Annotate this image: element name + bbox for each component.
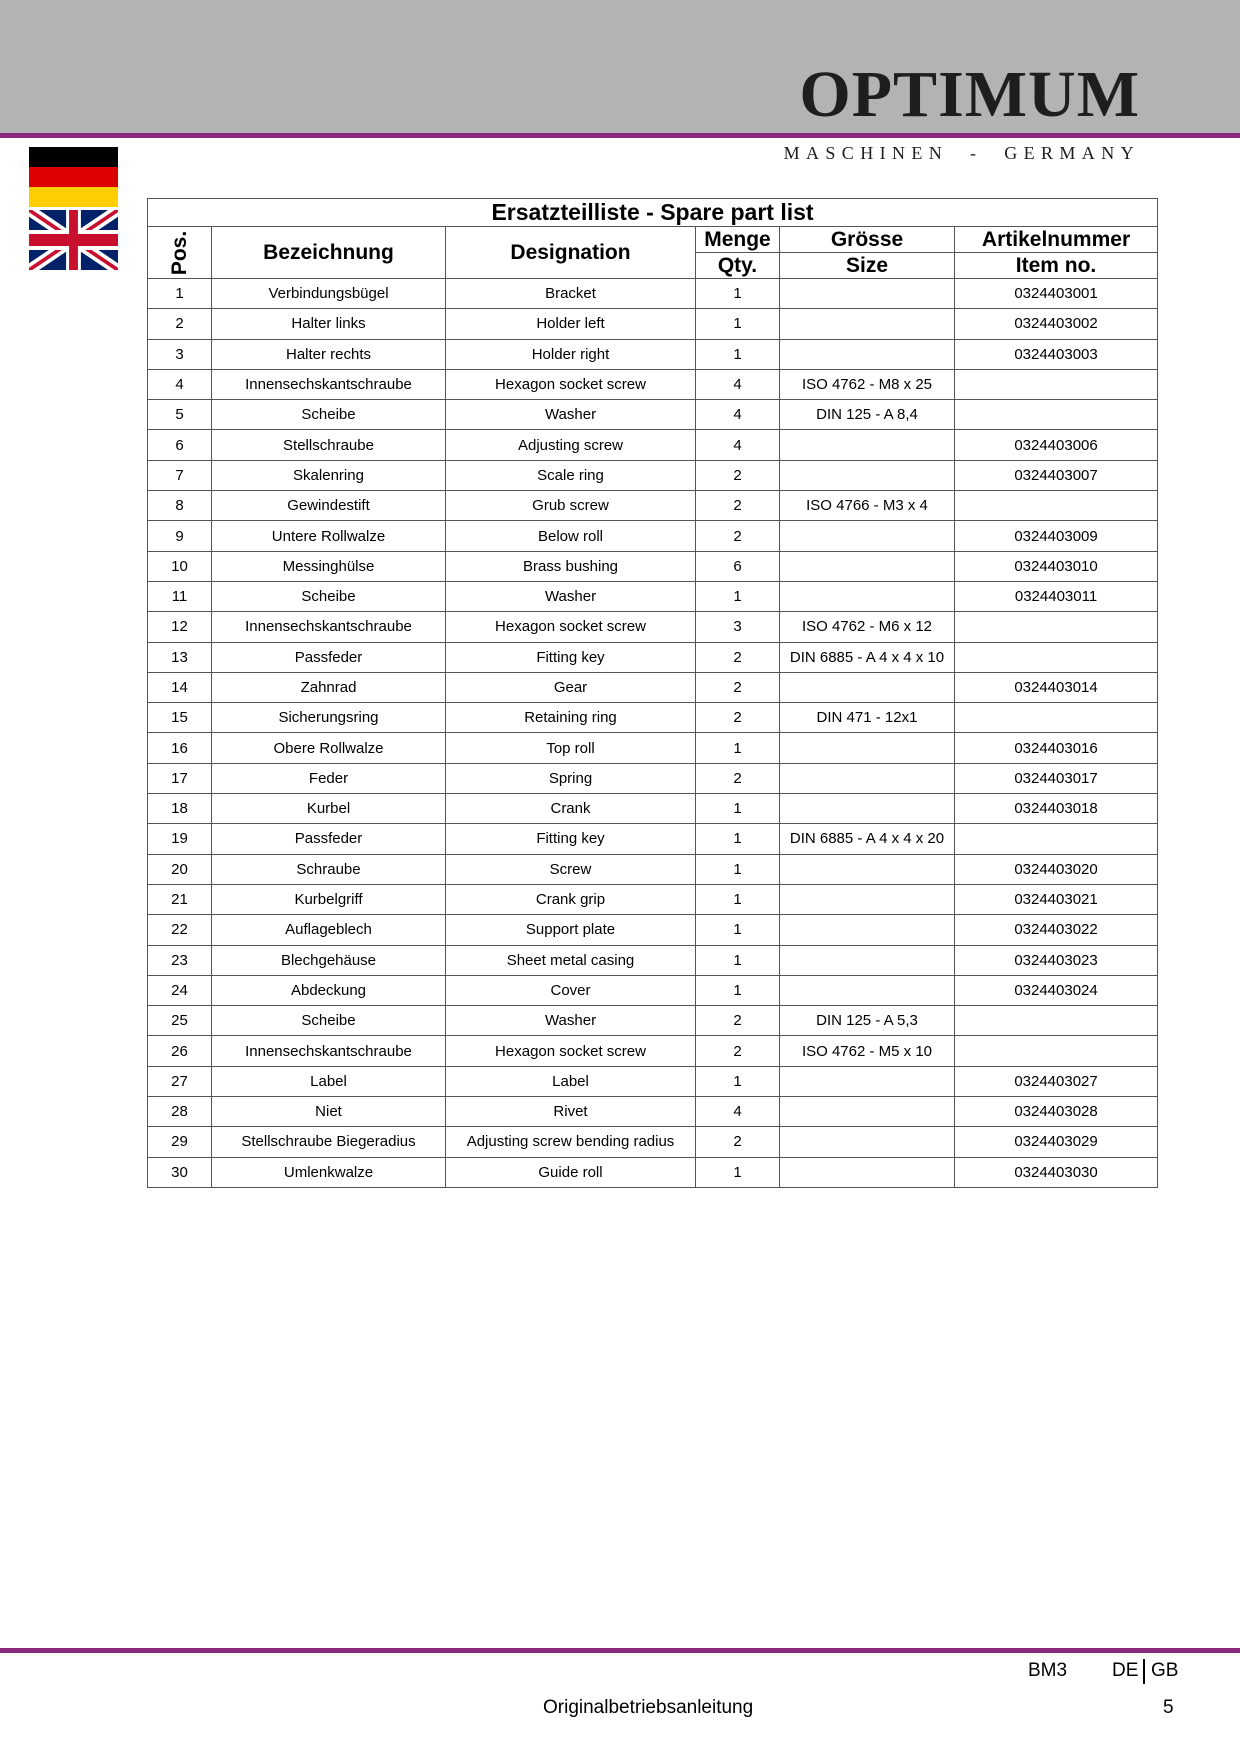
cell-bezeichnung: Scheibe	[212, 1006, 446, 1036]
table-row	[148, 945, 1158, 975]
cell-designation: Sheet metal casing	[446, 945, 696, 975]
cell-designation: Grub screw	[446, 491, 696, 521]
cell-pos: 1	[148, 279, 212, 309]
header-groesse: Grösse	[780, 227, 955, 253]
table-title: Ersatzteilliste - Spare part list	[148, 199, 1158, 227]
cell-bezeichnung: Label	[212, 1066, 446, 1096]
cell-size	[780, 915, 955, 945]
cell-item-no: 0324403001	[955, 279, 1158, 309]
cell-bezeichnung: Stellschraube	[212, 430, 446, 460]
cell-bezeichnung: Sicherungsring	[212, 703, 446, 733]
table-row	[148, 309, 1158, 339]
table-row	[148, 824, 1158, 854]
cell-item-no: 0324403027	[955, 1066, 1158, 1096]
cell-size	[780, 733, 955, 763]
spare-parts-table	[147, 198, 1158, 1188]
cell-pos: 20	[148, 854, 212, 884]
table-row	[148, 400, 1158, 430]
cell-item-no: 0324403029	[955, 1127, 1158, 1157]
cell-pos: 2	[148, 309, 212, 339]
table-row	[148, 430, 1158, 460]
cell-qty: 1	[696, 279, 780, 309]
cell-item-no: 0324403010	[955, 551, 1158, 581]
cell-designation: Gear	[446, 672, 696, 702]
cell-item-no	[955, 400, 1158, 430]
cell-pos: 30	[148, 1157, 212, 1187]
cell-qty: 4	[696, 1097, 780, 1127]
cell-pos: 24	[148, 975, 212, 1005]
cell-size	[780, 339, 955, 369]
table-row	[148, 369, 1158, 399]
cell-size	[780, 1127, 955, 1157]
table-row	[148, 763, 1158, 793]
table-row	[148, 975, 1158, 1005]
cell-item-no: 0324403002	[955, 309, 1158, 339]
cell-designation: Washer	[446, 1006, 696, 1036]
cell-pos: 8	[148, 491, 212, 521]
table-row	[148, 1157, 1158, 1187]
cell-item-no: 0324403028	[955, 1097, 1158, 1127]
cell-size	[780, 794, 955, 824]
cell-pos: 25	[148, 1006, 212, 1036]
cell-qty: 1	[696, 884, 780, 914]
cell-bezeichnung: Niet	[212, 1097, 446, 1127]
flag-united-kingdom-icon	[29, 210, 118, 270]
page-number: 5	[1163, 1697, 1174, 1718]
header-size: Size	[780, 253, 955, 279]
cell-designation: Fitting key	[446, 824, 696, 854]
cell-designation: Holder right	[446, 339, 696, 369]
cell-designation: Washer	[446, 581, 696, 611]
table-row	[148, 460, 1158, 490]
table-row	[148, 491, 1158, 521]
cell-size	[780, 521, 955, 551]
cell-bezeichnung: Blechgehäuse	[212, 945, 446, 975]
cell-size	[780, 854, 955, 884]
cell-designation: Hexagon socket screw	[446, 612, 696, 642]
cell-designation: Adjusting screw bending radius	[446, 1127, 696, 1157]
cell-item-no: 0324403016	[955, 733, 1158, 763]
cell-qty: 1	[696, 1157, 780, 1187]
cell-bezeichnung: Scheibe	[212, 581, 446, 611]
cell-bezeichnung: Innensechskantschraube	[212, 1036, 446, 1066]
cell-size	[780, 430, 955, 460]
table-row	[148, 581, 1158, 611]
cell-pos: 17	[148, 763, 212, 793]
header-pos	[148, 227, 212, 279]
cell-size	[780, 945, 955, 975]
cell-size	[780, 975, 955, 1005]
cell-item-no: 0324403021	[955, 884, 1158, 914]
cell-item-no: 0324403023	[955, 945, 1158, 975]
table-row	[148, 733, 1158, 763]
header-artikelnummer: Artikelnummer	[955, 227, 1158, 253]
cell-bezeichnung: Scheibe	[212, 400, 446, 430]
cell-pos: 19	[148, 824, 212, 854]
cell-qty: 1	[696, 339, 780, 369]
cell-item-no	[955, 369, 1158, 399]
cell-designation: Brass bushing	[446, 551, 696, 581]
cell-qty: 2	[696, 642, 780, 672]
cell-pos: 12	[148, 612, 212, 642]
cell-bezeichnung: Halter links	[212, 309, 446, 339]
cell-pos: 15	[148, 703, 212, 733]
cell-size: DIN 6885 - A 4 x 4 x 20	[780, 824, 955, 854]
cell-pos: 7	[148, 460, 212, 490]
cell-qty: 1	[696, 975, 780, 1005]
header-pos-label: Pos.	[167, 230, 191, 275]
table-row	[148, 612, 1158, 642]
footer-doc-title: Originalbetriebsanleitung	[543, 1697, 754, 1718]
cell-qty: 1	[696, 945, 780, 975]
cell-pos: 18	[148, 794, 212, 824]
cell-qty: 2	[696, 1036, 780, 1066]
table-row	[148, 1036, 1158, 1066]
cell-item-no: 0324403022	[955, 915, 1158, 945]
cell-bezeichnung: Skalenring	[212, 460, 446, 490]
cell-pos: 6	[148, 430, 212, 460]
cell-size: DIN 125 - A 5,3	[780, 1006, 955, 1036]
cell-size	[780, 1066, 955, 1096]
cell-bezeichnung: Feder	[212, 763, 446, 793]
cell-qty: 2	[696, 1127, 780, 1157]
cell-bezeichnung: Obere Rollwalze	[212, 733, 446, 763]
brand-tagline: MASCHINEN - GERMANY	[783, 143, 1140, 163]
cell-bezeichnung: Passfeder	[212, 824, 446, 854]
cell-designation: Holder left	[446, 309, 696, 339]
table-row	[148, 884, 1158, 914]
cell-item-no: 0324403020	[955, 854, 1158, 884]
table-row	[148, 1006, 1158, 1036]
cell-bezeichnung: Abdeckung	[212, 975, 446, 1005]
cell-pos: 29	[148, 1127, 212, 1157]
footer-lang-separator	[1143, 1659, 1145, 1684]
cell-size	[780, 581, 955, 611]
cell-designation: Crank grip	[446, 884, 696, 914]
table-row	[148, 551, 1158, 581]
cell-item-no	[955, 642, 1158, 672]
footer-model: BM3	[1028, 1660, 1068, 1681]
cell-item-no: 0324403009	[955, 521, 1158, 551]
cell-size	[780, 884, 955, 914]
cell-designation: Washer	[446, 400, 696, 430]
cell-pos: 23	[148, 945, 212, 975]
cell-size	[780, 551, 955, 581]
cell-bezeichnung: Schraube	[212, 854, 446, 884]
cell-qty: 1	[696, 309, 780, 339]
cell-qty: 2	[696, 521, 780, 551]
footer-lang-de: DE	[1112, 1660, 1139, 1681]
cell-pos: 22	[148, 915, 212, 945]
cell-item-no: 0324403030	[955, 1157, 1158, 1187]
cell-designation: Top roll	[446, 733, 696, 763]
cell-bezeichnung: Verbindungsbügel	[212, 279, 446, 309]
cell-bezeichnung: Auflageblech	[212, 915, 446, 945]
header-bezeichnung: Bezeichnung	[212, 227, 446, 279]
cell-pos: 10	[148, 551, 212, 581]
cell-bezeichnung: Kurbel	[212, 794, 446, 824]
header-item-no: Item no.	[955, 253, 1158, 279]
cell-size	[780, 1097, 955, 1127]
cell-qty: 4	[696, 400, 780, 430]
table-row	[148, 672, 1158, 702]
cell-qty: 3	[696, 612, 780, 642]
brand-logo: OPTIMUM	[799, 58, 1140, 131]
cell-designation: Adjusting screw	[446, 430, 696, 460]
cell-size: DIN 125 - A 8,4	[780, 400, 955, 430]
cell-qty: 4	[696, 430, 780, 460]
cell-item-no: 0324403011	[955, 581, 1158, 611]
cell-qty: 2	[696, 460, 780, 490]
cell-size	[780, 763, 955, 793]
cell-pos: 3	[148, 339, 212, 369]
cell-bezeichnung: Halter rechts	[212, 339, 446, 369]
cell-qty: 1	[696, 854, 780, 884]
table-row	[148, 279, 1158, 309]
cell-item-no	[955, 491, 1158, 521]
cell-qty: 1	[696, 824, 780, 854]
cell-pos: 28	[148, 1097, 212, 1127]
cell-size: ISO 4762 - M6 x 12	[780, 612, 955, 642]
cell-pos: 27	[148, 1066, 212, 1096]
table-row	[148, 521, 1158, 551]
header-menge: Menge	[696, 227, 780, 253]
table-row	[148, 1127, 1158, 1157]
cell-size: ISO 4766 - M3 x 4	[780, 491, 955, 521]
cell-qty: 6	[696, 551, 780, 581]
cell-item-no	[955, 1006, 1158, 1036]
header-divider	[0, 133, 1240, 138]
cell-pos: 11	[148, 581, 212, 611]
cell-pos: 21	[148, 884, 212, 914]
cell-designation: Cover	[446, 975, 696, 1005]
cell-designation: Spring	[446, 763, 696, 793]
cell-item-no: 0324403003	[955, 339, 1158, 369]
cell-item-no	[955, 612, 1158, 642]
table-row	[148, 1066, 1158, 1096]
cell-designation: Hexagon socket screw	[446, 1036, 696, 1066]
table-row	[148, 915, 1158, 945]
cell-designation: Below roll	[446, 521, 696, 551]
cell-pos: 5	[148, 400, 212, 430]
cell-size	[780, 672, 955, 702]
cell-bezeichnung: Untere Rollwalze	[212, 521, 446, 551]
cell-qty: 4	[696, 369, 780, 399]
cell-item-no: 0324403024	[955, 975, 1158, 1005]
cell-qty: 2	[696, 763, 780, 793]
cell-designation: Screw	[446, 854, 696, 884]
cell-designation: Hexagon socket screw	[446, 369, 696, 399]
cell-item-no: 0324403006	[955, 430, 1158, 460]
cell-designation: Bracket	[446, 279, 696, 309]
cell-item-no: 0324403014	[955, 672, 1158, 702]
cell-pos: 16	[148, 733, 212, 763]
flag-germany-icon	[29, 147, 118, 207]
table-row	[148, 642, 1158, 672]
cell-designation: Support plate	[446, 915, 696, 945]
cell-pos: 4	[148, 369, 212, 399]
cell-size	[780, 279, 955, 309]
table-row	[148, 794, 1158, 824]
table-row	[148, 854, 1158, 884]
cell-size	[780, 309, 955, 339]
header-qty: Qty.	[696, 253, 780, 279]
cell-qty: 1	[696, 1066, 780, 1096]
cell-item-no: 0324403018	[955, 794, 1158, 824]
cell-designation: Crank	[446, 794, 696, 824]
cell-size: DIN 6885 - A 4 x 4 x 10	[780, 642, 955, 672]
cell-bezeichnung: Zahnrad	[212, 672, 446, 702]
cell-designation: Label	[446, 1066, 696, 1096]
cell-bezeichnung: Passfeder	[212, 642, 446, 672]
cell-item-no: 0324403017	[955, 763, 1158, 793]
cell-item-no	[955, 824, 1158, 854]
table-row	[148, 1097, 1158, 1127]
cell-bezeichnung: Messinghülse	[212, 551, 446, 581]
cell-size	[780, 1157, 955, 1187]
cell-qty: 2	[696, 1006, 780, 1036]
cell-qty: 1	[696, 794, 780, 824]
cell-designation: Scale ring	[446, 460, 696, 490]
cell-pos: 9	[148, 521, 212, 551]
cell-pos: 26	[148, 1036, 212, 1066]
cell-size: ISO 4762 - M5 x 10	[780, 1036, 955, 1066]
cell-qty: 1	[696, 581, 780, 611]
cell-bezeichnung: Kurbelgriff	[212, 884, 446, 914]
cell-size	[780, 460, 955, 490]
cell-bezeichnung: Gewindestift	[212, 491, 446, 521]
cell-pos: 14	[148, 672, 212, 702]
footer-divider	[0, 1648, 1240, 1653]
cell-item-no	[955, 703, 1158, 733]
cell-designation: Fitting key	[446, 642, 696, 672]
cell-size: DIN 471 - 12x1	[780, 703, 955, 733]
header-designation: Designation	[446, 227, 696, 279]
parts-table-body	[148, 279, 1158, 1188]
cell-qty: 2	[696, 703, 780, 733]
cell-size: ISO 4762 - M8 x 25	[780, 369, 955, 399]
cell-item-no	[955, 1036, 1158, 1066]
cell-bezeichnung: Innensechskantschraube	[212, 369, 446, 399]
cell-qty: 2	[696, 491, 780, 521]
footer-lang-gb: GB	[1151, 1660, 1179, 1681]
table-row	[148, 339, 1158, 369]
cell-qty: 1	[696, 915, 780, 945]
cell-designation: Rivet	[446, 1097, 696, 1127]
cell-designation: Retaining ring	[446, 703, 696, 733]
cell-qty: 1	[696, 733, 780, 763]
table-row	[148, 703, 1158, 733]
cell-qty: 2	[696, 672, 780, 702]
cell-bezeichnung: Innensechskantschraube	[212, 612, 446, 642]
cell-item-no: 0324403007	[955, 460, 1158, 490]
cell-bezeichnung: Umlenkwalze	[212, 1157, 446, 1187]
cell-bezeichnung: Stellschraube Biegeradius	[212, 1127, 446, 1157]
cell-pos: 13	[148, 642, 212, 672]
cell-designation: Guide roll	[446, 1157, 696, 1187]
